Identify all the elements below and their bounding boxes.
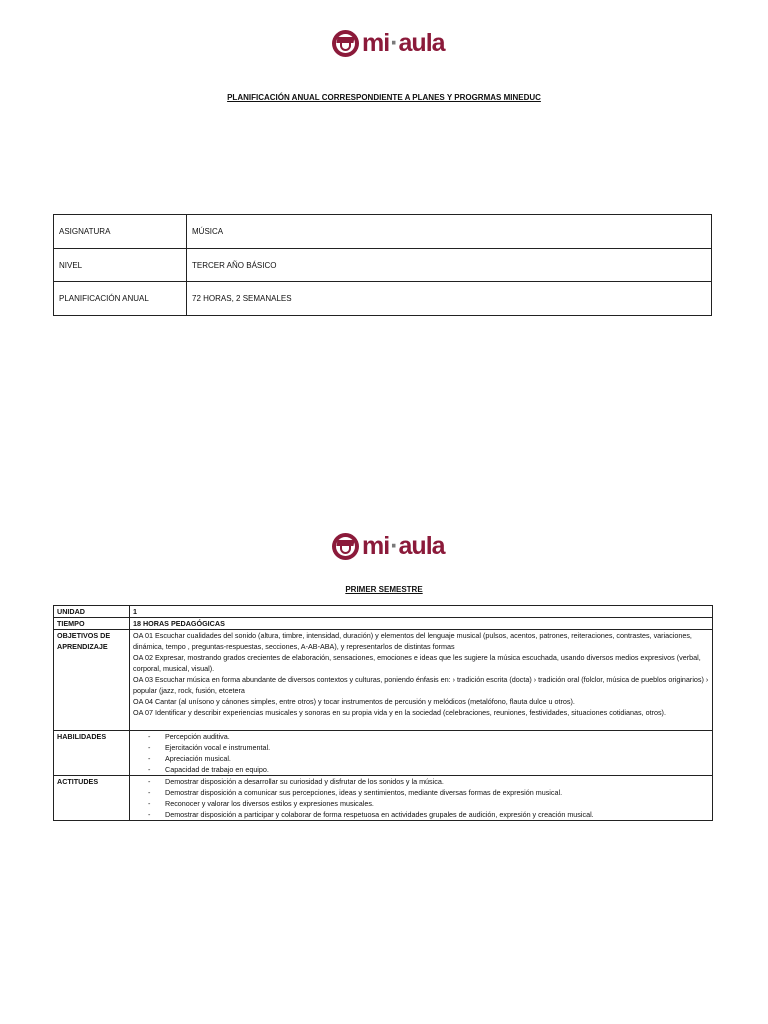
actitudes-label: ACTITUDES	[54, 776, 130, 821]
table-row	[54, 606, 713, 618]
page-title: PLANIFICACIÓN ANUAL CORRESPONDIENTE A PLANES Y PROGRMAS MINEDUC	[227, 93, 541, 102]
list-item: - Demostrar disposición a participar y colaborar de forma respetuosa en actividades grupales de audición, expresión y creación musical.	[133, 809, 709, 820]
actitudes-list	[130, 776, 713, 821]
list-item: OA 04 Cantar (al unísono y cánones simples, entre otros) y tocar instrumentos de percusión y melódicos (metalófono, flauta dulce u otros).	[133, 697, 575, 706]
summary-label: NIVEL	[54, 248, 187, 282]
objetivos-label: OBJETIVOS DE APRENDIZAJE	[54, 630, 130, 731]
list-item: - Demostrar disposición a comunicar sus percepciones, ideas y sentimientos, mediante diversas formas de expresión musical.	[133, 787, 709, 798]
mi-aula-logo	[332, 531, 445, 561]
list-item: - Ejercitación vocal e instrumental.	[133, 742, 709, 753]
semester-title: PRIMER SEMESTRE	[345, 585, 423, 594]
graduate-face-icon	[332, 533, 359, 560]
semester-table	[53, 605, 713, 821]
table-row	[54, 248, 712, 282]
graduate-face-icon	[332, 30, 359, 57]
list-item: - Capacidad de trabajo en equipo.	[133, 764, 709, 775]
habilidades-list	[130, 731, 713, 776]
summary-label: ASIGNATURA	[54, 215, 187, 249]
list-item: - Demostrar disposición a desarrollar su curiosidad y disfrutar de los sonidos y la música.	[133, 776, 709, 787]
list-item: OA 01 Escuchar cualidades del sonido (altura, timbre, intensidad, duración) y elementos del lenguaje musical (pulsos, acentos, patrones, reiteraciones, contrastes, variaciones, dinámica, tempo , preguntas-respuestas, secciones, A-AB-ABA), y representarlos de distintas formas	[133, 631, 692, 651]
list-item: - Reconocer y valorar los diversos estilos y expresiones musicales.	[133, 798, 709, 809]
table-row	[54, 282, 712, 316]
summary-value: MÚSICA	[187, 215, 712, 249]
objetivos-list	[130, 630, 713, 731]
list-item: - Percepción auditiva.	[133, 731, 709, 742]
table-row	[54, 776, 713, 821]
logo-wordmark: mi · aula	[362, 532, 445, 560]
summary-value: TERCER AÑO BÁSICO	[187, 248, 712, 282]
list-item: OA 07 Identificar y describir experiencias musicales y sonoras en su propia vida y en la sociedad (celebraciones, reuniones, festividades, situaciones cotidianas, otros).	[133, 708, 666, 717]
tiempo-value: 18 HORAS PEDAGÓGICAS	[130, 618, 713, 630]
mi-aula-logo	[332, 28, 445, 58]
unidad-value: 1	[130, 606, 713, 618]
habilidades-label: HABILIDADES	[54, 731, 130, 776]
summary-value: 72 HORAS, 2 SEMANALES	[187, 282, 712, 316]
list-item: OA 03 Escuchar música en forma abundante de diversos contextos y culturas, poniendo énfasis en: › tradición escrita (docta) › tradición oral (folclor, música de pueblos originarios) › popular (jazz, rock, fusión, etcetera	[133, 675, 709, 695]
tiempo-label: TIEMPO	[54, 618, 130, 630]
list-item: OA 02 Expresar, mostrando grados crecientes de elaboración, sensaciones, emociones e ideas que les sugiere la música escuchada, usando diversos medios expresivos (verbal, corporal, musical, visual).	[133, 653, 701, 673]
summary-label: PLANIFICACIÓN ANUAL	[54, 282, 187, 316]
table-row	[54, 618, 713, 630]
logo-wordmark: mi · aula	[362, 29, 445, 57]
summary-table	[53, 214, 712, 316]
table-row	[54, 731, 713, 776]
unidad-label: UNIDAD	[54, 606, 130, 618]
list-item: - Apreciación musical.	[133, 753, 709, 764]
table-row	[54, 215, 712, 249]
table-row	[54, 630, 713, 731]
